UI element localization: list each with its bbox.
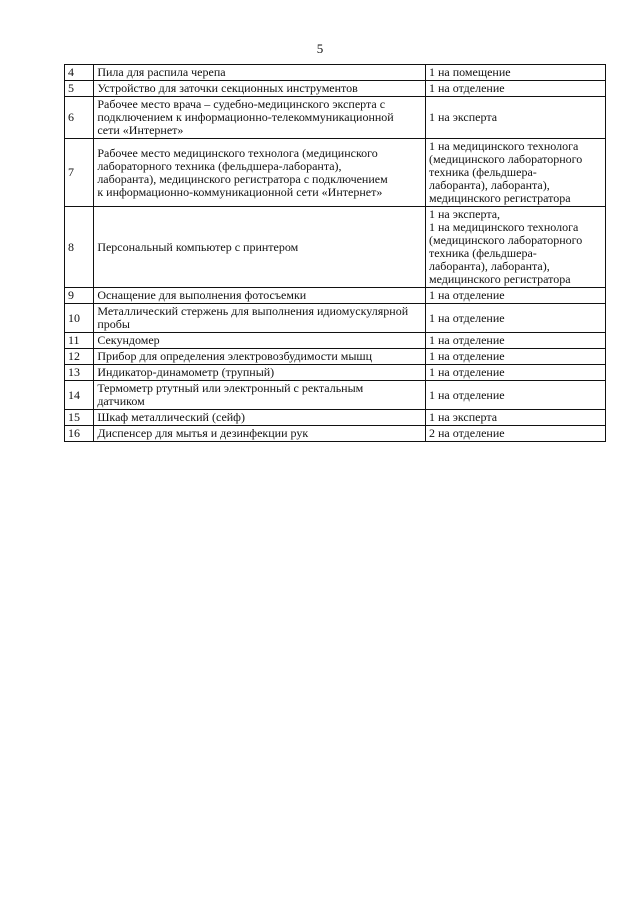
equipment-name: Секундомер: [94, 333, 426, 349]
equipment-quantity: 1 на эксперта: [425, 97, 605, 139]
row-number: 12: [65, 349, 94, 365]
row-number: 14: [65, 381, 94, 410]
row-number: 7: [65, 139, 94, 207]
equipment-name: Персональный компьютер с принтером: [94, 207, 426, 288]
table-row: [65, 288, 606, 304]
row-number: 13: [65, 365, 94, 381]
equipment-quantity: 1 на эксперта, 1 на медицинского технолога (медицинского лабораторного техника (фельдшера- лаборанта), лаборанта), медицинского регистратора: [425, 207, 605, 288]
equipment-name: Термометр ртутный или электронный с ректальным датчиком: [94, 381, 426, 410]
equipment-quantity: 1 на помещение: [425, 65, 605, 81]
equipment-quantity: 1 на медицинского технолога (медицинского лабораторного техника (фельдшера- лаборанта), лаборанта), медицинского регистратора: [425, 139, 605, 207]
equipment-quantity: 1 на отделение: [425, 288, 605, 304]
equipment-name: Пила для распила черепа: [94, 65, 426, 81]
equipment-quantity: 1 на отделение: [425, 365, 605, 381]
equipment-quantity: 1 на отделение: [425, 304, 605, 333]
equipment-quantity: 1 на отделение: [425, 381, 605, 410]
table-row: [65, 97, 606, 139]
equipment-quantity: 1 на отделение: [425, 333, 605, 349]
equipment-name: Оснащение для выполнения фотосъемки: [94, 288, 426, 304]
row-number: 4: [65, 65, 94, 81]
equipment-name: Металлический стержень для выполнения идиомускулярной пробы: [94, 304, 426, 333]
row-number: 6: [65, 97, 94, 139]
table-row: [65, 207, 606, 288]
table-row: [65, 81, 606, 97]
table-row: [65, 410, 606, 426]
equipment-quantity: 1 на эксперта: [425, 410, 605, 426]
table-row: [65, 365, 606, 381]
row-number: 15: [65, 410, 94, 426]
equipment-name: Шкаф металлический (сейф): [94, 410, 426, 426]
equipment-quantity: 1 на отделение: [425, 349, 605, 365]
row-number: 16: [65, 426, 94, 442]
row-number: 5: [65, 81, 94, 97]
table-row: [65, 304, 606, 333]
equipment-name: Рабочее место медицинского технолога (медицинского лабораторного техника (фельдшера-лаборанта), лаборанта), медицинского регистратора с подключением к информационно-коммуникационной сети «Интернет»: [94, 139, 426, 207]
table-row: [65, 381, 606, 410]
equipment-quantity: 2 на отделение: [425, 426, 605, 442]
table-row: [65, 139, 606, 207]
table-row: [65, 426, 606, 442]
equipment-table: [64, 64, 606, 442]
table-row: [65, 349, 606, 365]
equipment-name: Прибор для определения электровозбудимости мышц: [94, 349, 426, 365]
equipment-name: Диспенсер для мытья и дезинфекции рук: [94, 426, 426, 442]
row-number: 8: [65, 207, 94, 288]
row-number: 11: [65, 333, 94, 349]
table-row: [65, 333, 606, 349]
page-number: 5: [316, 41, 324, 56]
equipment-quantity: 1 на отделение: [425, 81, 605, 97]
equipment-name: Индикатор-динамометр (трупный): [94, 365, 426, 381]
row-number: 10: [65, 304, 94, 333]
table-row: [65, 65, 606, 81]
row-number: 9: [65, 288, 94, 304]
equipment-name: Рабочее место врача – судебно-медицинского эксперта с подключением к информационно-телекоммуникационной сети «Интернет»: [94, 97, 426, 139]
equipment-name: Устройство для заточки секционных инструментов: [94, 81, 426, 97]
